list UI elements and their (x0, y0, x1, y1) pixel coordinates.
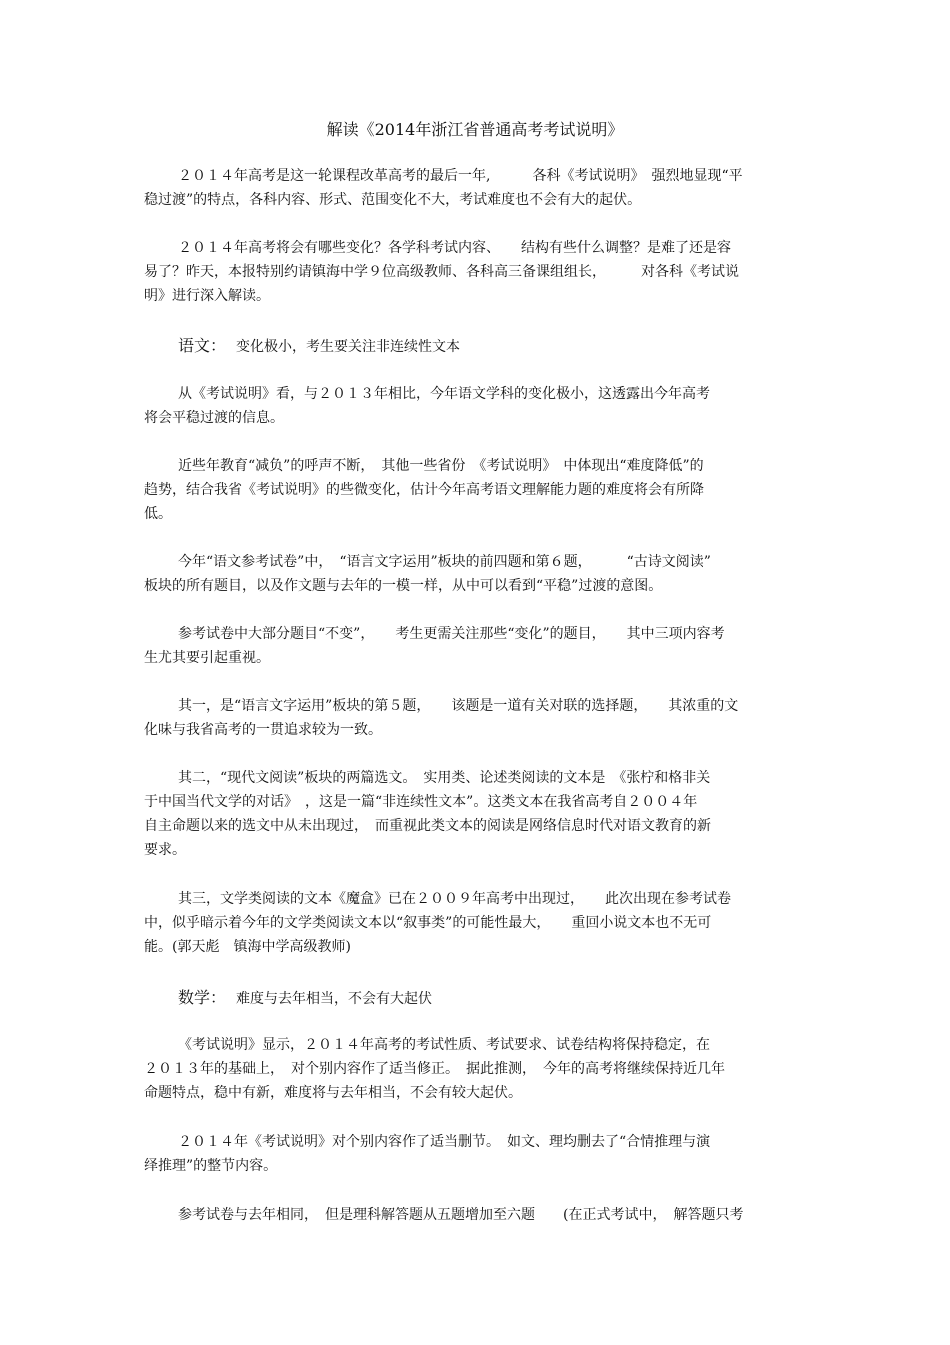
chinese-paragraph-6 (144, 766, 806, 862)
text-line: 低。 (144, 506, 172, 522)
chinese-paragraph-5 (144, 694, 806, 742)
math-paragraph-2 (144, 1130, 806, 1178)
chinese-paragraph-3 (144, 550, 806, 598)
text-line: 其一，是“语言文字运用”板块的第５题， 该题是一道有关对联的选择题， 其浓重的文 (178, 698, 739, 714)
text-line: ２０１４年《考试说明》对个别内容作了适当删节。 如文、理均删去了“合情推理与演 (178, 1134, 711, 1150)
intro-paragraph-2 (144, 236, 806, 308)
text-line: 明》进行深入解读。 (144, 288, 270, 304)
text-line: 其二，“现代文阅读”板块的两篇选文。 实用类、论述类阅读的文本是 《张柠和格非关 (178, 770, 711, 786)
text-line: 中，似乎暗示着今年的文学类阅读文本以“叙事类”的可能性最大， 重回小说文本也不无可 (144, 915, 712, 931)
text-line: 趋势，结合我省《考试说明》的些微变化，估计今年高考语文理解能力题的难度将会有所降 (144, 482, 704, 498)
text-line: 生尤其要引起重视。 (144, 650, 270, 666)
text-line: 能。(郭天彪 镇海中学高级教师) (144, 939, 351, 955)
text-line: 其三，文学类阅读的文本《魔盒》已在２００９年高考中出现过， 此次出现在参考试卷 (178, 891, 731, 907)
document-title: 解读《2014年浙江省普通高考考试说明》 (326, 120, 624, 139)
text-line: 命题特点，稳中有新，难度将与去年相当，不会有较大起伏。 (144, 1085, 522, 1101)
text-line: 将会平稳过渡的信息。 (144, 410, 284, 426)
chinese-paragraph-2 (144, 454, 806, 526)
text-line: 稳过渡”的特点，各科内容、形式、范围变化不大，考试难度也不会有大的起伏。 (144, 192, 642, 208)
text-line: 易了？昨天，本报特别约请镇海中学９位高级教师、各科高三备课组组长， 对各科《考试说 (144, 264, 739, 280)
text-line: 自主命题以来的选文中从未出现过， 而重视此类文本的阅读是网络信息时代对语文教育的新 (144, 818, 711, 834)
text-line: ２０１３年的基础上， 对个别内容作了适当修正。 据此推测， 今年的高考将继续保持近几年 (144, 1061, 725, 1077)
text-line: 板块的所有题目，以及作文题与去年的一模一样，从中可以看到“平稳”过渡的意图。 (144, 578, 663, 594)
text-line: 于中国当代文学的对话》 ，这是一篇“非连续性文本”。这类文本在我省高考自２００４年 (144, 794, 698, 810)
chinese-paragraph-4 (144, 622, 806, 670)
math-paragraph-3 (144, 1203, 806, 1227)
section-heading-math (178, 985, 432, 1011)
text-line: 参考试卷与去年相同， 但是理科解答题从五题增加至六题 (在正式考试中， 解答题只考 (178, 1207, 744, 1223)
section-heading-label: 数学： (178, 988, 227, 1007)
text-line: 参考试卷中大部分题目“不变”， 考生更需关注那些“变化”的题目， 其中三项内容考 (178, 626, 725, 642)
text-line: ２０１４年高考将会有哪些变化？各学科考试内容、 结构有些什么调整？是难了还是容 (178, 240, 731, 256)
section-heading-label: 语文： (178, 336, 227, 355)
section-heading-subtitle: 难度与去年相当，不会有大起伏 (236, 991, 433, 1007)
text-line: 绎推理”的整节内容。 (144, 1158, 278, 1174)
text-line: 近些年教育“减负”的呼声不断， 其他一些省份 《考试说明》 中体现出“难度降低”的 (178, 458, 704, 474)
text-line: 要求。 (144, 842, 186, 858)
text-line: 化味与我省高考的一贯追求较为一致。 (144, 722, 382, 738)
section-heading-chinese (178, 333, 460, 359)
text-line: ２０１４年高考是这一轮课程改革高考的最后一年, 各科《考试说明》 强烈地显现“平 (178, 168, 743, 184)
math-paragraph-1 (144, 1033, 806, 1105)
intro-paragraph-1 (144, 164, 806, 212)
text-line: 从《考试说明》看，与２０１３年相比，今年语文学科的变化极小，这透露出今年高考 (178, 386, 710, 402)
section-heading-subtitle: 变化极小，考生要关注非连续性文本 (236, 339, 461, 355)
chinese-paragraph-7 (144, 887, 806, 959)
text-line: 《考试说明》显示，２０１４年高考的考试性质、考试要求、试卷结构将保持稳定，在 (178, 1037, 710, 1053)
chinese-paragraph-1 (144, 382, 806, 430)
text-line: 今年“语文参考试卷”中， “语言文字运用”板块的前四题和第６题， “古诗文阅读” (178, 554, 711, 570)
